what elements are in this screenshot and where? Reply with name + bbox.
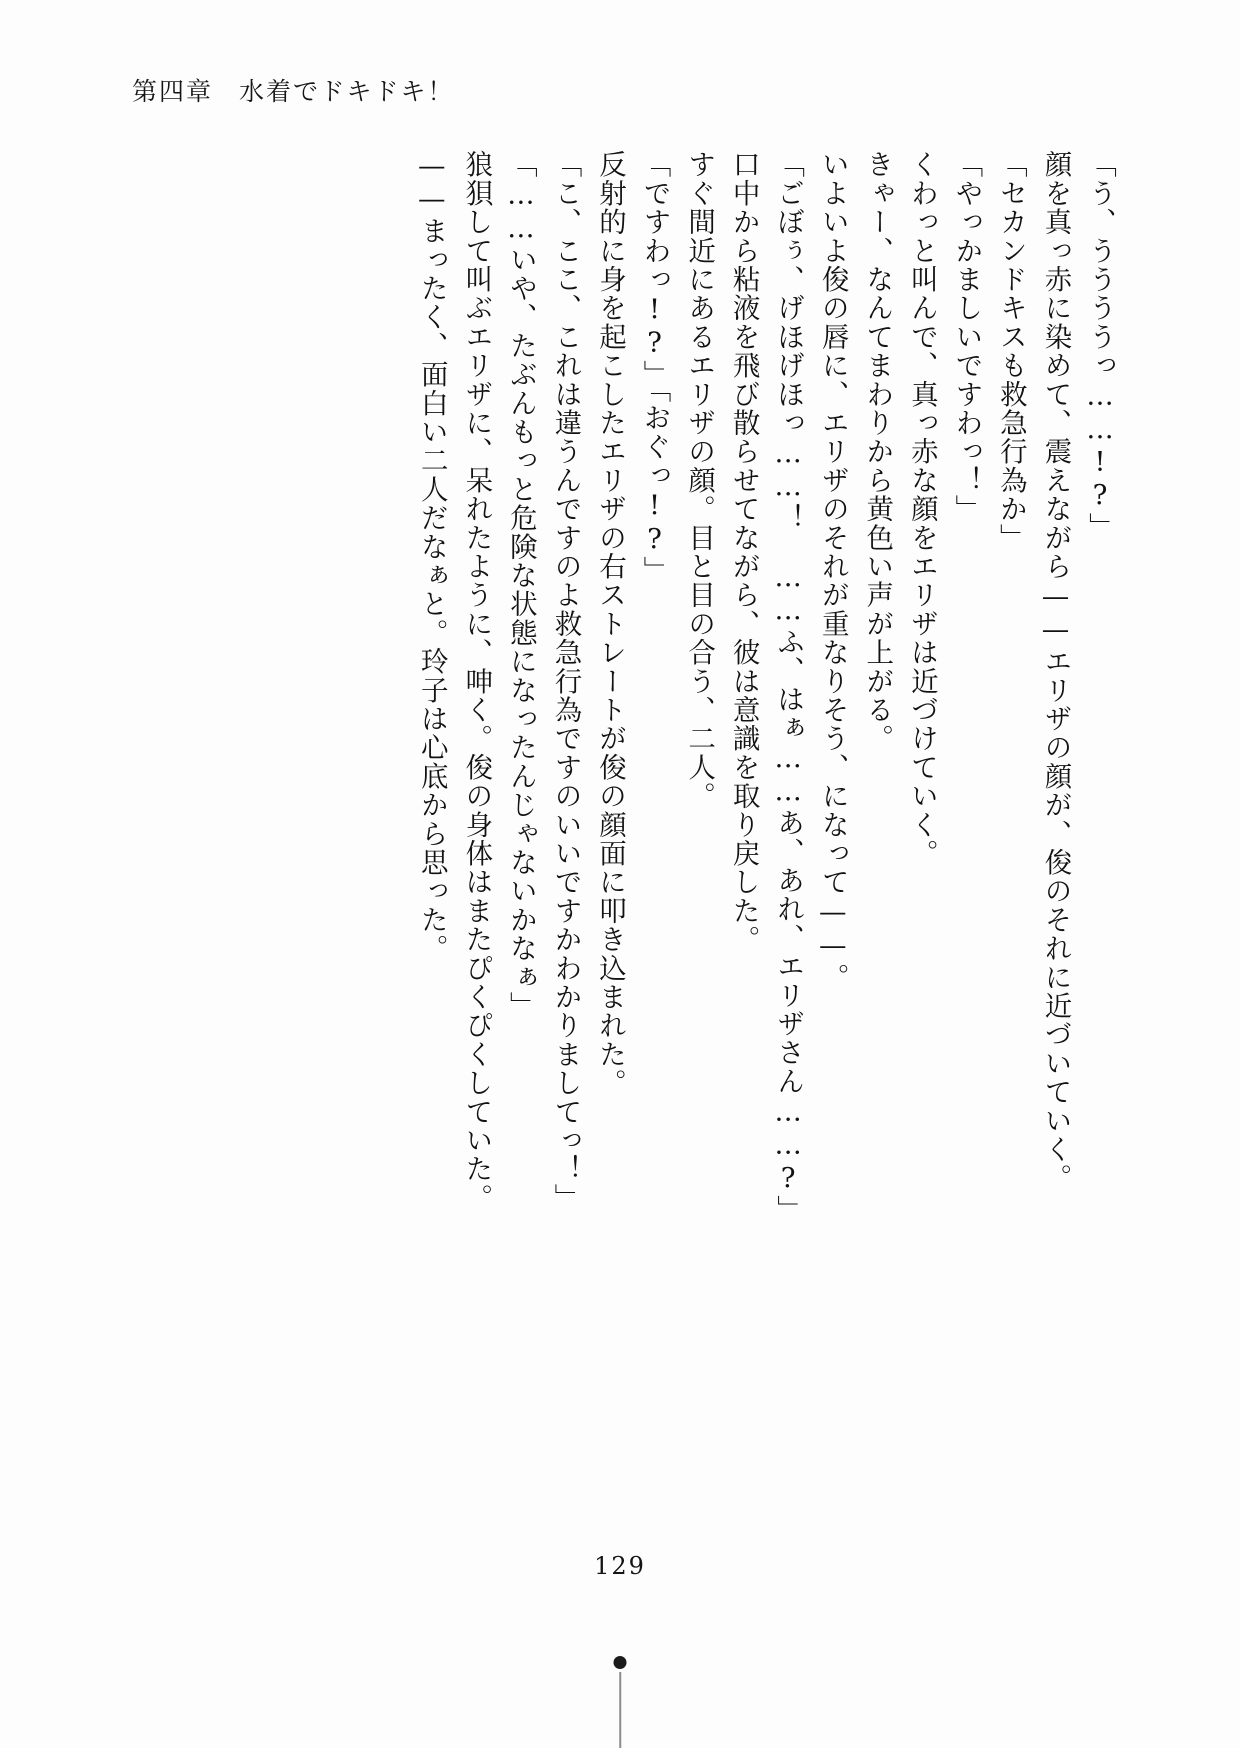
chapter-title: 水着でドキドキ！ (239, 77, 455, 106)
ornament-rule (619, 1672, 621, 1748)
ornament-dot-icon (614, 1656, 627, 1669)
paragraph: 「う、ううううっ……!?」 (1084, 150, 1116, 542)
paragraph: 顔を真っ赤に染めて、震えながら——エリザの顔が、俊のそれに近づいていく。 (1039, 150, 1072, 1193)
paragraph: 「ですわっ!?」「おぐっ!?」 (638, 150, 671, 585)
paragraph: きゃー、なんてまわりから黄色い声が上がる。 (861, 150, 894, 753)
paragraph: 口中から粘液を飛び散らせてながら、彼は意識を取り戻した。 (727, 150, 760, 954)
paragraph: すぐ間近にあるエリザの顔。目と目の合う、二人。 (683, 150, 716, 811)
page-ornament (612, 1628, 628, 1748)
paragraph: ——まったく、面白い二人だなぁと。玲子は心底から思った。 (415, 150, 448, 963)
chapter-header (132, 72, 455, 108)
page-number: 129 (594, 1552, 646, 1580)
chapter-number: 第四章 (132, 77, 214, 106)
paragraph: 「……いや、たぶんもっと危険な状態になったんじゃないかなぁ」 (504, 150, 537, 1020)
paragraph: いよいよ俊の唇に、エリザのそれが重なりそう、になって——。 (816, 150, 849, 992)
paragraph: 「やっかましいですわっ！」 (950, 150, 983, 524)
paragraph: くわっと叫んで、真っ赤な顔をエリザは近づけていく。 (905, 150, 938, 868)
paragraph: 「ごぼぅ、げほげほっ……！ ……ふ、はぁ……あ、あれ、エリザさん……?」 (772, 150, 805, 1224)
novel-body-text (322, 150, 1122, 1390)
paragraph: 狼狽して叫ぶエリザに、呆れたように、呻く。俊の身体はまたぴくぴくしていた。 (460, 150, 493, 1212)
paragraph: 反射的に身を起こしたエリザの右ストレートが俊の顔面に叩き込まれた。 (593, 150, 626, 1098)
paragraph: 「セカンドキスも救急行為か」 (994, 150, 1027, 552)
paragraph: 「こ、ここ、これは違うんですのよ救急行為ですのいいですかわかりましてっ！」 (549, 150, 582, 1212)
